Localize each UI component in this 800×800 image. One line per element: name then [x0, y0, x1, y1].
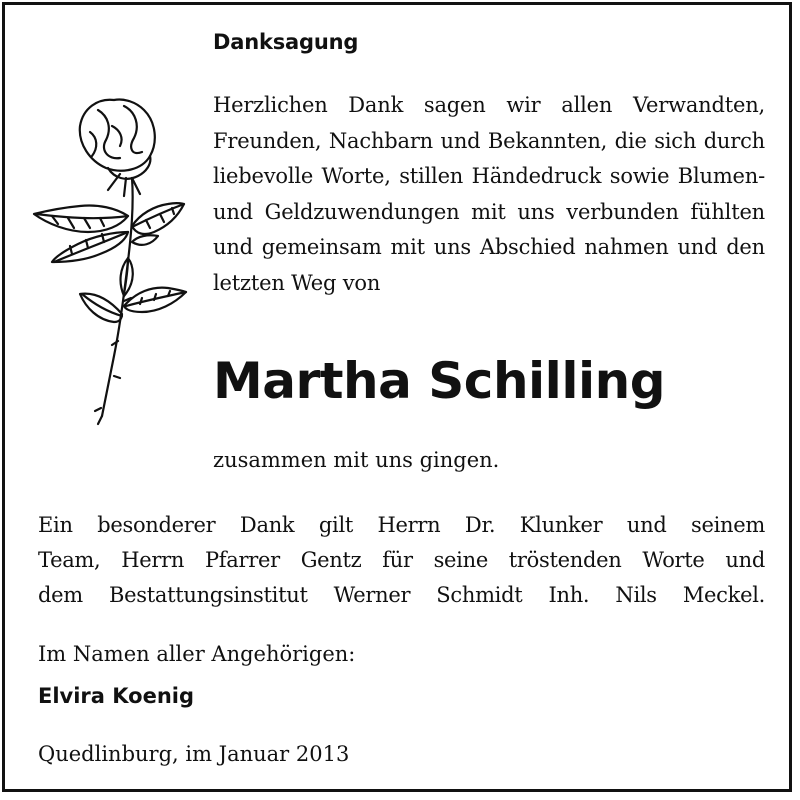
intro-text: Herzlichen Dank sagen wir allen Verwandten, Freunden, Nachbarn und Bekannten, die sich durch liebevolle Worte, stillen Händedruck sowie Blumen- und Geldzuwendungen mit uns verbunden fühlten und gemeinsam mit uns Abschied nahmen und den letzten Weg von: [213, 93, 765, 295]
special-thanks-line: Team, Herrn Pfarrer Gentz für seine tröstenden Worte und: [38, 548, 765, 572]
rose-icon: [28, 86, 188, 431]
special-thanks-text: [38, 508, 765, 613]
special-thanks-line: dem Bestattungsinstitut Werner Schmidt Inh. Nils Meckel.: [38, 583, 765, 607]
notice-heading: Danksagung: [213, 30, 359, 54]
special-thanks-line: Ein besonderer Dank gilt Herrn Dr. Klunker und seinem: [38, 513, 765, 537]
place-date: Quedlinburg, im Januar 2013: [38, 742, 350, 766]
closing-text: zusammen mit uns gingen.: [213, 448, 500, 472]
deceased-name: Martha Schilling: [213, 352, 665, 410]
signer-name: Elvira Koenig: [38, 684, 195, 708]
signoff-text: Im Namen aller Angehörigen:: [38, 642, 356, 666]
